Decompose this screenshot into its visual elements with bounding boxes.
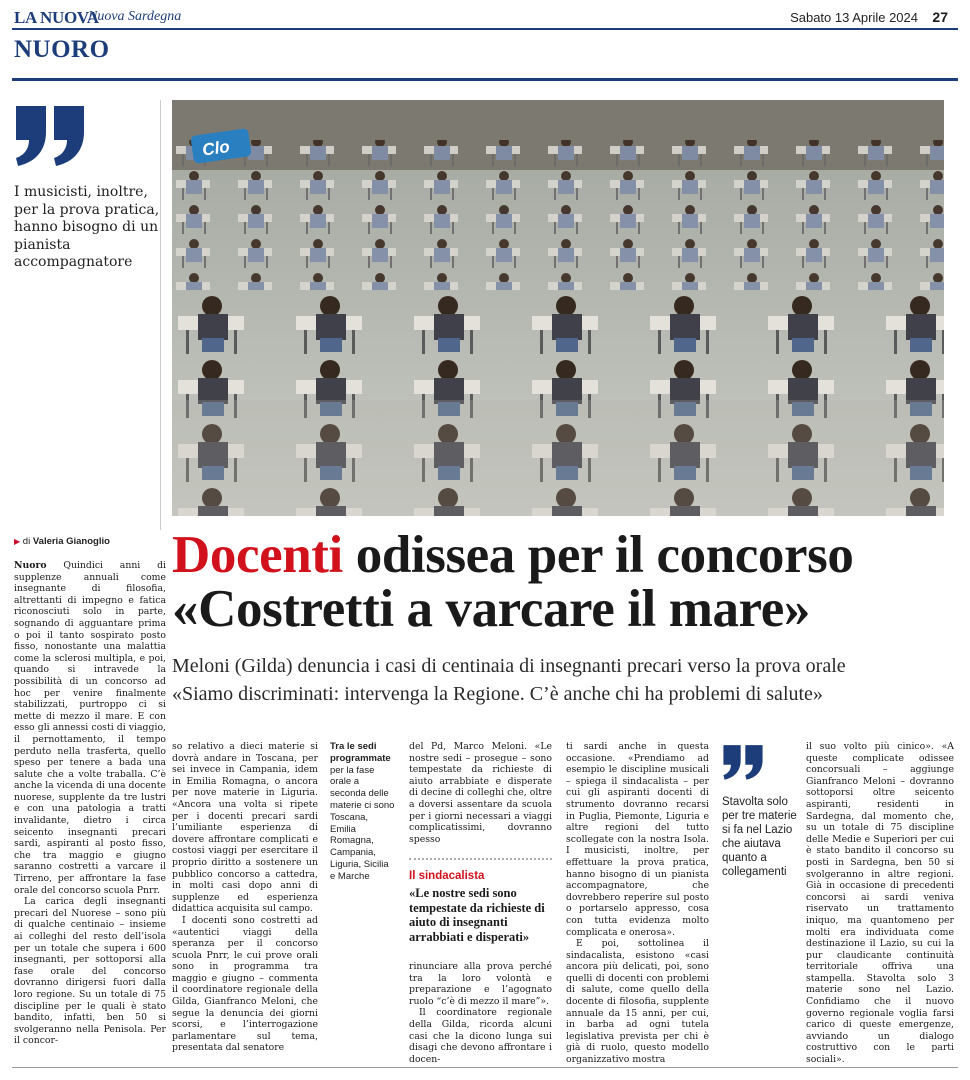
- article-column-1: [14, 560, 166, 1047]
- article-column-3: [409, 741, 552, 845]
- footer-rule: [12, 1067, 958, 1068]
- info-box-body: per la fase orale a seconda delle materie ci sono Toscana, Emilia Romagna, Campania, Liguria, Sicilia e Marche: [330, 764, 395, 882]
- issue-date: Sabato 13 Aprile 2024: [790, 10, 918, 25]
- headline-line1: odissea per il concorso: [342, 526, 854, 584]
- header-rule: [12, 28, 958, 30]
- col4b-para2: Il coordinatore regionale della Gilda, ricorda alcuni casi che la dicono lunga sui disagi che devono affrontare i docen-: [409, 1007, 552, 1065]
- byline-marker-icon: ▶: [14, 537, 21, 546]
- col1-para2: La carica degli insegnanti precari del Nuorese – sono più di qualche centinaio – insieme ai colleghi del resto dell’isola per un totale che supera i 600 insegnanti, per sottoporsi alla fase orale del concorso dovranno dirigersi fuori dalla loro regione. Su un totale di 75 discipline per le quali è stato bandito, infatti, ben 50 si svolgeranno nella Penisola. Per il concor-: [14, 896, 166, 1047]
- col5-para1: ti sardi anche in questa occasione. «Prendiamo ad esempio le discipline musicali – spiega il sindacalista – per cui gli aspiranti docenti di strumento dovranno recarsi in Puglia, Piemonte, Liguria e altre regioni del tutto scollegate con la nostra Isola. I musicisti, inoltre, per effettuare la prova pratica, hanno bisogno di un pianista accompagnatore, che dovrebbero reperire sul posto o portarselo appresso, cosa con tutta evidenza molto complicata e onerosa».: [566, 741, 709, 938]
- section-title: NUORO: [14, 36, 110, 63]
- masthead-logo: LA NUOVA: [14, 8, 99, 27]
- article-column-5: [806, 741, 954, 1066]
- article-column-3b: [409, 961, 552, 1065]
- col1-para1: Quindici anni di supplenze annuali come insegnante di filosofia, altrettanti di impegno e fatica riconosciuti solo in parte, sognando di agguantare prima o poi il tanto sospirato posto fisso, nonostante una malattia come la sclerosi multipla, e poi, quando si intravede la possibilità di un concorso ad hoc per venire finalmente stabilizzati, purtroppo ci si mette di mezzo il mare. E con esso gli annessi costi di viaggio, il pernottamento, il tempo perduto nella trasferta, quello speso per tenere a bada una salute che a volte traballa. C’è anche la vicenda di una docente nuorese, supplente da tre lustri e con una patologia a tratti invalidante, dietro i circa seicento insegnanti precari sardi, aspiranti al posto fisso, che tra maggio e giugno saranno costretti a varcare il Tirreno, per affrontare la fase orale del concorso scuola Pnrr.: [14, 560, 166, 896]
- col2-para2: I docenti sono costretti ad «autentici viaggi della speranza per il concorso scuola Pnrr, le cui prove orali sono in programma tra maggio e giugno – commenta il coordinatore regionale della Gilda, Gianfranco Meloni, che segue la denuncia dei giorni scorsi, e l’interrogazione parlamentare sul tema, presentata dal senatore: [172, 914, 318, 1054]
- col2-para1: so relativo a dieci materie si dovrà andare in Toscana, per sei invece in Campania, idem in Emilia Romagna, o ancora per nove materie in Liguria. «Ancora una volta si ripete per i docenti precari sardi l’umiliante esperienza di dovere affrontare complicati e costosi viaggi per esercitare il proprio diritto a sostenere un pubblico concorso a cattedra, in molti casi dopo anni di supplenze ed esperienza didattica acquisita sul campo.: [172, 741, 318, 915]
- headline-keyword: Docenti: [172, 526, 343, 584]
- article-column-2: [172, 741, 318, 1054]
- col6-para1: il suo volto più cinico». «A queste complicate odissee concorsuali – aggiunge Gianfranco Meloni – dovranno sottoporsi oltre seicento aspiranti, residenti in Sardegna, dal momento che, su un totale di 75 discipline delle Medie e Superiori per cui è stato bandito il concorso su posti in Sardegna, ben 50 si svolgeranno in altre regioni. Già in occasione di precedenti concorsi ai sardi veniva riservato un trattamento iniquo, ma quantomeno per molti era individuata come destinazione il Lazio, su cui la pur claudicante continuità territoriale offriva una stampella. Stavolta solo 3 materie sono nel Lazio. Confidiamo che il nuovo governo regionale voglia farsi carico di queste emergenze, avviando un dialogo costruttivo con le parti sociali».: [806, 741, 954, 1066]
- column-divider: [160, 100, 161, 530]
- exam-hall-photo: [172, 100, 944, 516]
- sidebox-label: Il sindacalista: [409, 870, 485, 882]
- pull-quote-left: I musicisti, inoltre, per la prova pratica, hanno bisogno di un pianista accompagnatore: [14, 184, 160, 270]
- info-box: [330, 741, 396, 883]
- subheadline-line1: Meloni (Gilda) denuncia i casi di centinaia di insegnanti precari verso la prova orale: [172, 655, 846, 677]
- article-column-4: [566, 741, 709, 1066]
- quote-mark-small-icon: [722, 744, 764, 782]
- page-number: 27: [932, 9, 948, 25]
- byline: [14, 536, 110, 547]
- col4b-para1: rinunciare alla prova perché tra la loro volontà e preparazione e l’agognato ruolo “c’è di mezzo il mare”».: [409, 961, 552, 1007]
- section-rule: [12, 78, 958, 81]
- sidebox-quote: «Le nostre sedi sono tempestate da richieste di aiuto di insegnanti arrabbiati e disperati»: [409, 886, 545, 944]
- photo-sign-text: Clo: [201, 136, 231, 160]
- byline-prefix: di: [22, 536, 31, 547]
- pull-quote-right: Stavolta solo per tre materie si fa nel Lazio che aiutava quanto a collegamenti: [722, 796, 797, 878]
- subheadline: [172, 652, 962, 708]
- masthead-subtitle: Nuova Sardegna: [88, 9, 182, 24]
- dateline: Nuoro: [14, 560, 47, 571]
- byline-author: Valeria Gianoglio: [32, 536, 110, 547]
- info-box-title: Tra le sedi programmate: [330, 741, 391, 764]
- dotted-divider: [409, 858, 552, 862]
- quote-mark-icon: [14, 104, 86, 170]
- headline-line2: «Costretti a varcare il mare»: [172, 580, 810, 638]
- headline: [172, 528, 962, 636]
- col5-para2: E poi, sottolinea il sindacalista, esistono «casi ancora più delicati, poi, sono quelli di docenti con problemi di salute, come quello della docente di filosofia, supplente annuale da 15 anni, per cui, in barba ad ogni tutela legislativa prevista per chi è già di ruolo, questo modello organizzativo mostra: [566, 938, 709, 1066]
- col4-para1: del Pd, Marco Meloni. «Le nostre sedi – prosegue – sono tempestate da richieste di aiuto arrabbiate e disperate di decine di colleghi che, oltre a doversi assentare da scuola per i giorni necessari a viaggi complicatissimi, dovranno spesso: [409, 741, 552, 845]
- subheadline-line2: «Siamo discriminati: intervenga la Regione. C’è anche chi ha problemi di salute»: [172, 683, 823, 705]
